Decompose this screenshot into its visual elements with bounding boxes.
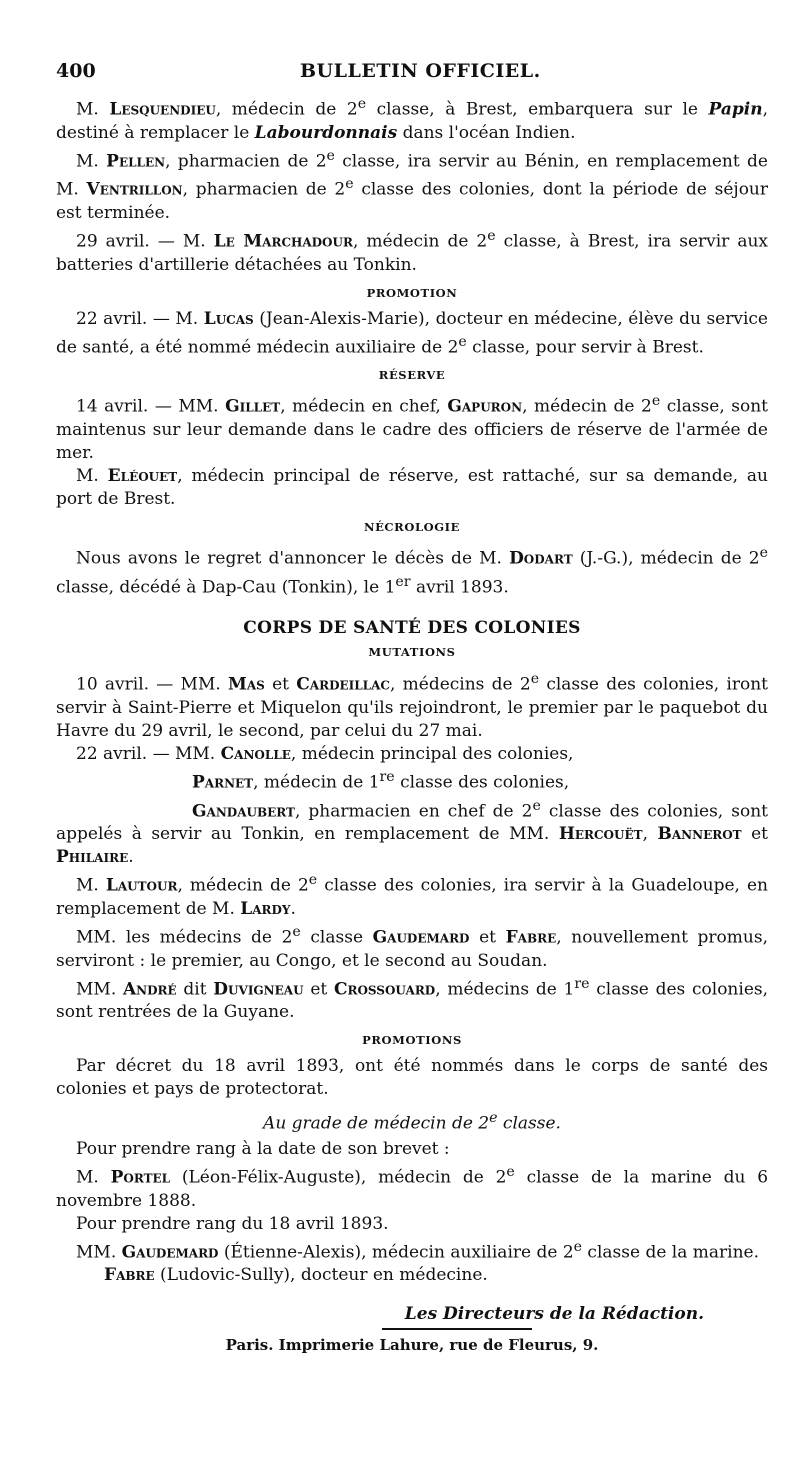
paragraph-gillet: 14 avril. — MM. Gillet, médecin en chef, Gapuron, médecin de 2e classe, sont maintenus sur leur demande dans le cadre des officiers de réserve de l'armée de mer. xyxy=(56,393,769,463)
paragraph-canolle: 22 avril. — MM. Canolle, médecin principal des colonies, xyxy=(76,743,574,764)
paragraph-pellen: M. Pellen, pharmacien de 2e classe, ira servir au Bénin, en remplacement de M. Ventrillon, pharmacien de 2e classe des colonies, dont la période de séjour est terminée. xyxy=(56,147,769,223)
paragraph-parnet: Parnet, médecin de 1re classe des colonies, xyxy=(192,768,570,793)
paragraph-fabre: Fabre (Ludovic-Sully), docteur en médecine. xyxy=(104,1265,488,1286)
imprint: Paris. Imprimerie Lahure, rue de Fleurus, 9. xyxy=(225,1336,599,1355)
paragraph-decret: Par décret du 18 avril 1893, ont été nommés dans le corps de santé des colonies et pays de protectorat. xyxy=(56,1056,768,1100)
divider-rule xyxy=(382,1328,532,1330)
paragraph-lucas: 22 avril. — M. Lucas (Jean-Alexis-Marie), docteur en médecine, élève du service de santé, a été nommé médecin auxiliaire de 2e classe, pour servir à Brest. xyxy=(56,308,768,358)
paragraph-mas-cardeillac: 10 avril. — MM. Mas et Cardeillac, médecins de 2e classe des colonies, iront servir à Saint-Pierre et Miquelon qu'ils rejoindront, le premier par le paquebot du Havre du 29 avril, le second, par celui du 27 mai. xyxy=(56,671,768,741)
grade-heading: Au grade de médecin de 2e classe. xyxy=(263,1110,561,1134)
section-heading-necrologie: NÉCROLOGIE xyxy=(363,519,461,534)
paragraph-portel: M. Portel (Léon-Félix-Auguste), médecin de 2e classe de la marine du 6 novembre 1888. xyxy=(56,1163,769,1211)
section-heading-mutations: MUTATIONS xyxy=(368,645,456,660)
paragraph-gaudemard: MM. Gaudemard (Étienne-Alexis), médecin auxiliaire de 2e classe de la marine. xyxy=(76,1238,759,1263)
paragraph-lautour: M. Lautour, médecin de 2e classe des colonies, ira servir à la Guadeloupe, en remplacement de M. Lardy. xyxy=(56,872,769,919)
section-heading-reserve: RÉSERVE xyxy=(378,368,446,383)
paragraph-gandaubert: Gandaubert, pharmacien en chef de 2e classe des colonies, sont appelés à servir au Tonkin, en remplacement de MM. Hercouët, Bannerot et Philaire. xyxy=(56,797,769,868)
paragraph-andre-crossouard: MM. André dit Duvigneau et Crossouard, médecins de 1re classe des colonies, sont rentrées de la Guyane. xyxy=(56,975,769,1023)
section-heading-promotion: PROMOTION xyxy=(366,285,458,300)
paragraph-rang-brevet: Pour prendre rang à la date de son brevet : xyxy=(76,1138,450,1159)
paragraph-dodart: Nous avons le regret d'annoncer le décès de M. Dodart (J.-G.), médecin de 2e classe, décédé à Dap-Cau (Tonkin), le 1er avril 1893. xyxy=(56,544,769,598)
signature: Les Directeurs de la Rédaction. xyxy=(404,1304,704,1325)
paragraph-eleouet: M. Eléouet, médecin principal de réserve, est rattaché, sur sa demande, au port de Brest. xyxy=(56,465,768,509)
page-header xyxy=(56,60,768,83)
section-heading-promotions: PROMOTIONS xyxy=(362,1033,462,1048)
paragraph-le-marchadour: 29 avril. — M. Le Marchadour, médecin de 2e classe, à Brest, ira servir aux batteries d'artillerie détachées au Tonkin. xyxy=(56,227,769,275)
running-title: BULLETIN OFFICIEL. xyxy=(300,60,541,82)
page xyxy=(56,60,768,1357)
paragraph-lesquendieu: M. Lesquendieu, médecin de 2e classe, à Brest, embarquera sur le Papin, destiné à remplacer le Labourdonnais dans l'océan Indien. xyxy=(56,96,768,143)
paragraph-rang-avril: Pour prendre rang du 18 avril 1893. xyxy=(76,1213,389,1234)
corps-heading: CORPS DE SANTÉ DES COLONIES xyxy=(243,618,581,639)
paragraph-gaudemard-fabre: MM. les médecins de 2e classe Gaudemard et Fabre, nouvellement promus, serviront : le premier, au Congo, et le second au Soudan. xyxy=(56,923,768,971)
page-number: 400 xyxy=(56,60,96,82)
